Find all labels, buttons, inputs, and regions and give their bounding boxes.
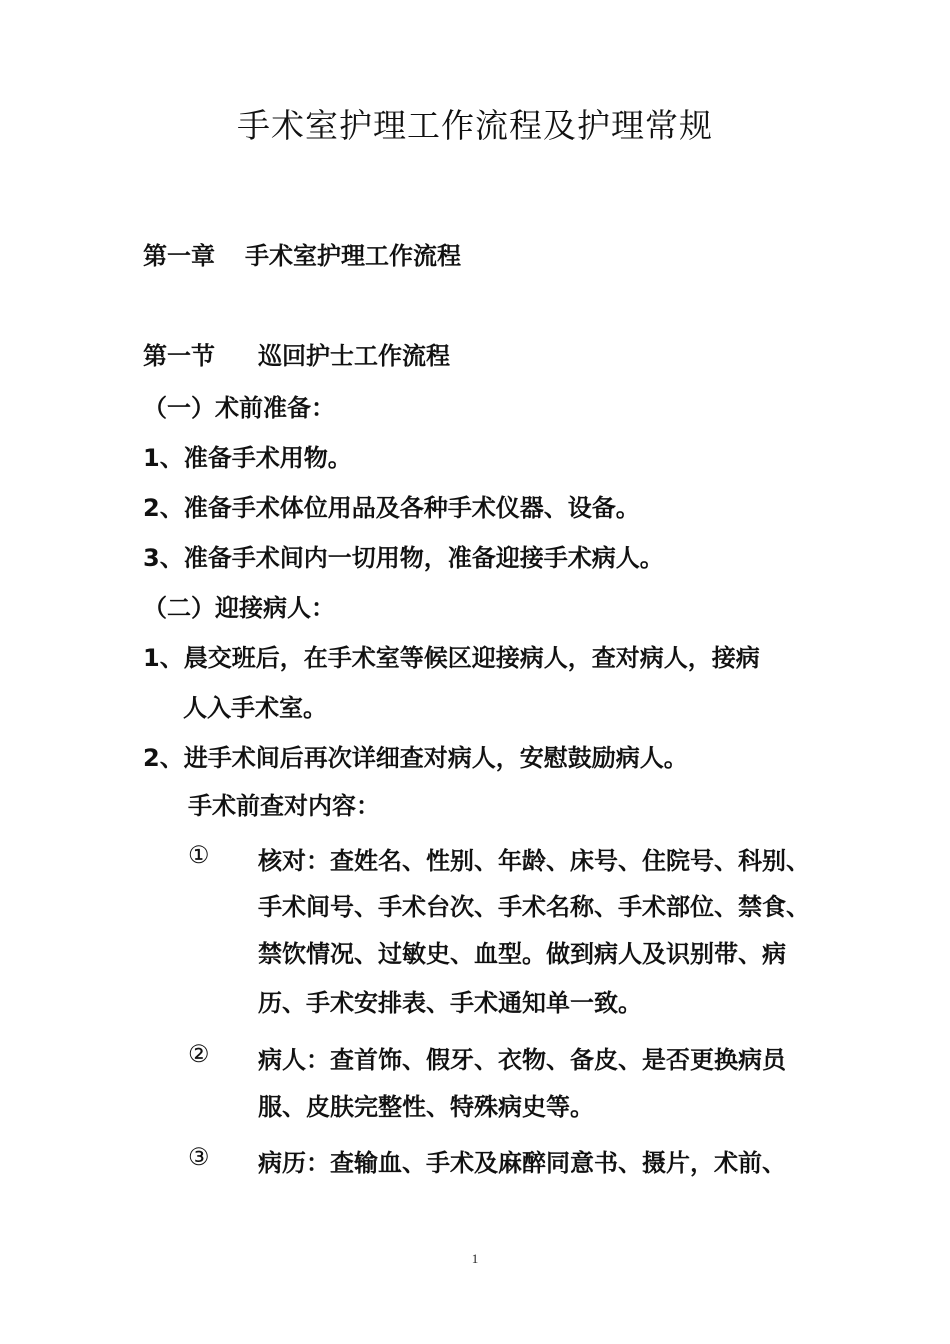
chapter-label: 第一章 (143, 242, 215, 270)
subheading-receive: （二）迎接病人： (143, 594, 335, 622)
section-label: 第一节 (143, 342, 215, 370)
item-line: 病人：查首饰、假牙、衣物、备皮、是否更换病员 (258, 1046, 786, 1074)
check-content-heading: 手术前查对内容： (188, 792, 380, 820)
document-title: 手术室护理工作流程及护理常规 (237, 106, 713, 145)
item-marker: ③ (188, 1143, 210, 1171)
list-item: 1、晨交班后，在手术室等候区迎接病人，查对病人，接病 (143, 644, 760, 672)
page-number: 1 (471, 1251, 479, 1266)
item-line: 手术间号、手术台次、手术名称、手术部位、禁食、 (258, 893, 810, 921)
item-marker: ① (188, 841, 210, 869)
list-item: 2、进手术间后再次详细查对病人，安慰鼓励病人。 (143, 744, 688, 772)
section-heading (143, 336, 450, 371)
item-marker: ② (188, 1040, 210, 1068)
item-line: 服、皮肤完整性、特殊病史等。 (258, 1093, 594, 1121)
section-title: 巡回护士工作流程 (258, 342, 450, 370)
list-item: 3、准备手术间内一切用物，准备迎接手术病人。 (143, 544, 664, 572)
list-item-continuation: 人入手术室。 (183, 694, 327, 722)
list-item: 2、准备手术体位用品及各种手术仪器、设备。 (143, 494, 640, 522)
chapter-title: 手术室护理工作流程 (245, 242, 461, 270)
item-line: 历、手术安排表、手术通知单一致。 (258, 989, 642, 1017)
list-item: 1、准备手术用物。 (143, 444, 352, 472)
item-line: 禁饮情况、过敏史、血型。做到病人及识别带、病 (258, 940, 786, 968)
subheading-pre-prep: （一）术前准备： (143, 394, 335, 422)
item-line: 核对：查姓名、性别、年龄、床号、住院号、科别、 (258, 847, 810, 875)
item-line: 病历：查输血、手术及麻醉同意书、摄片，术前、 (258, 1149, 786, 1177)
chapter-heading (143, 236, 461, 271)
